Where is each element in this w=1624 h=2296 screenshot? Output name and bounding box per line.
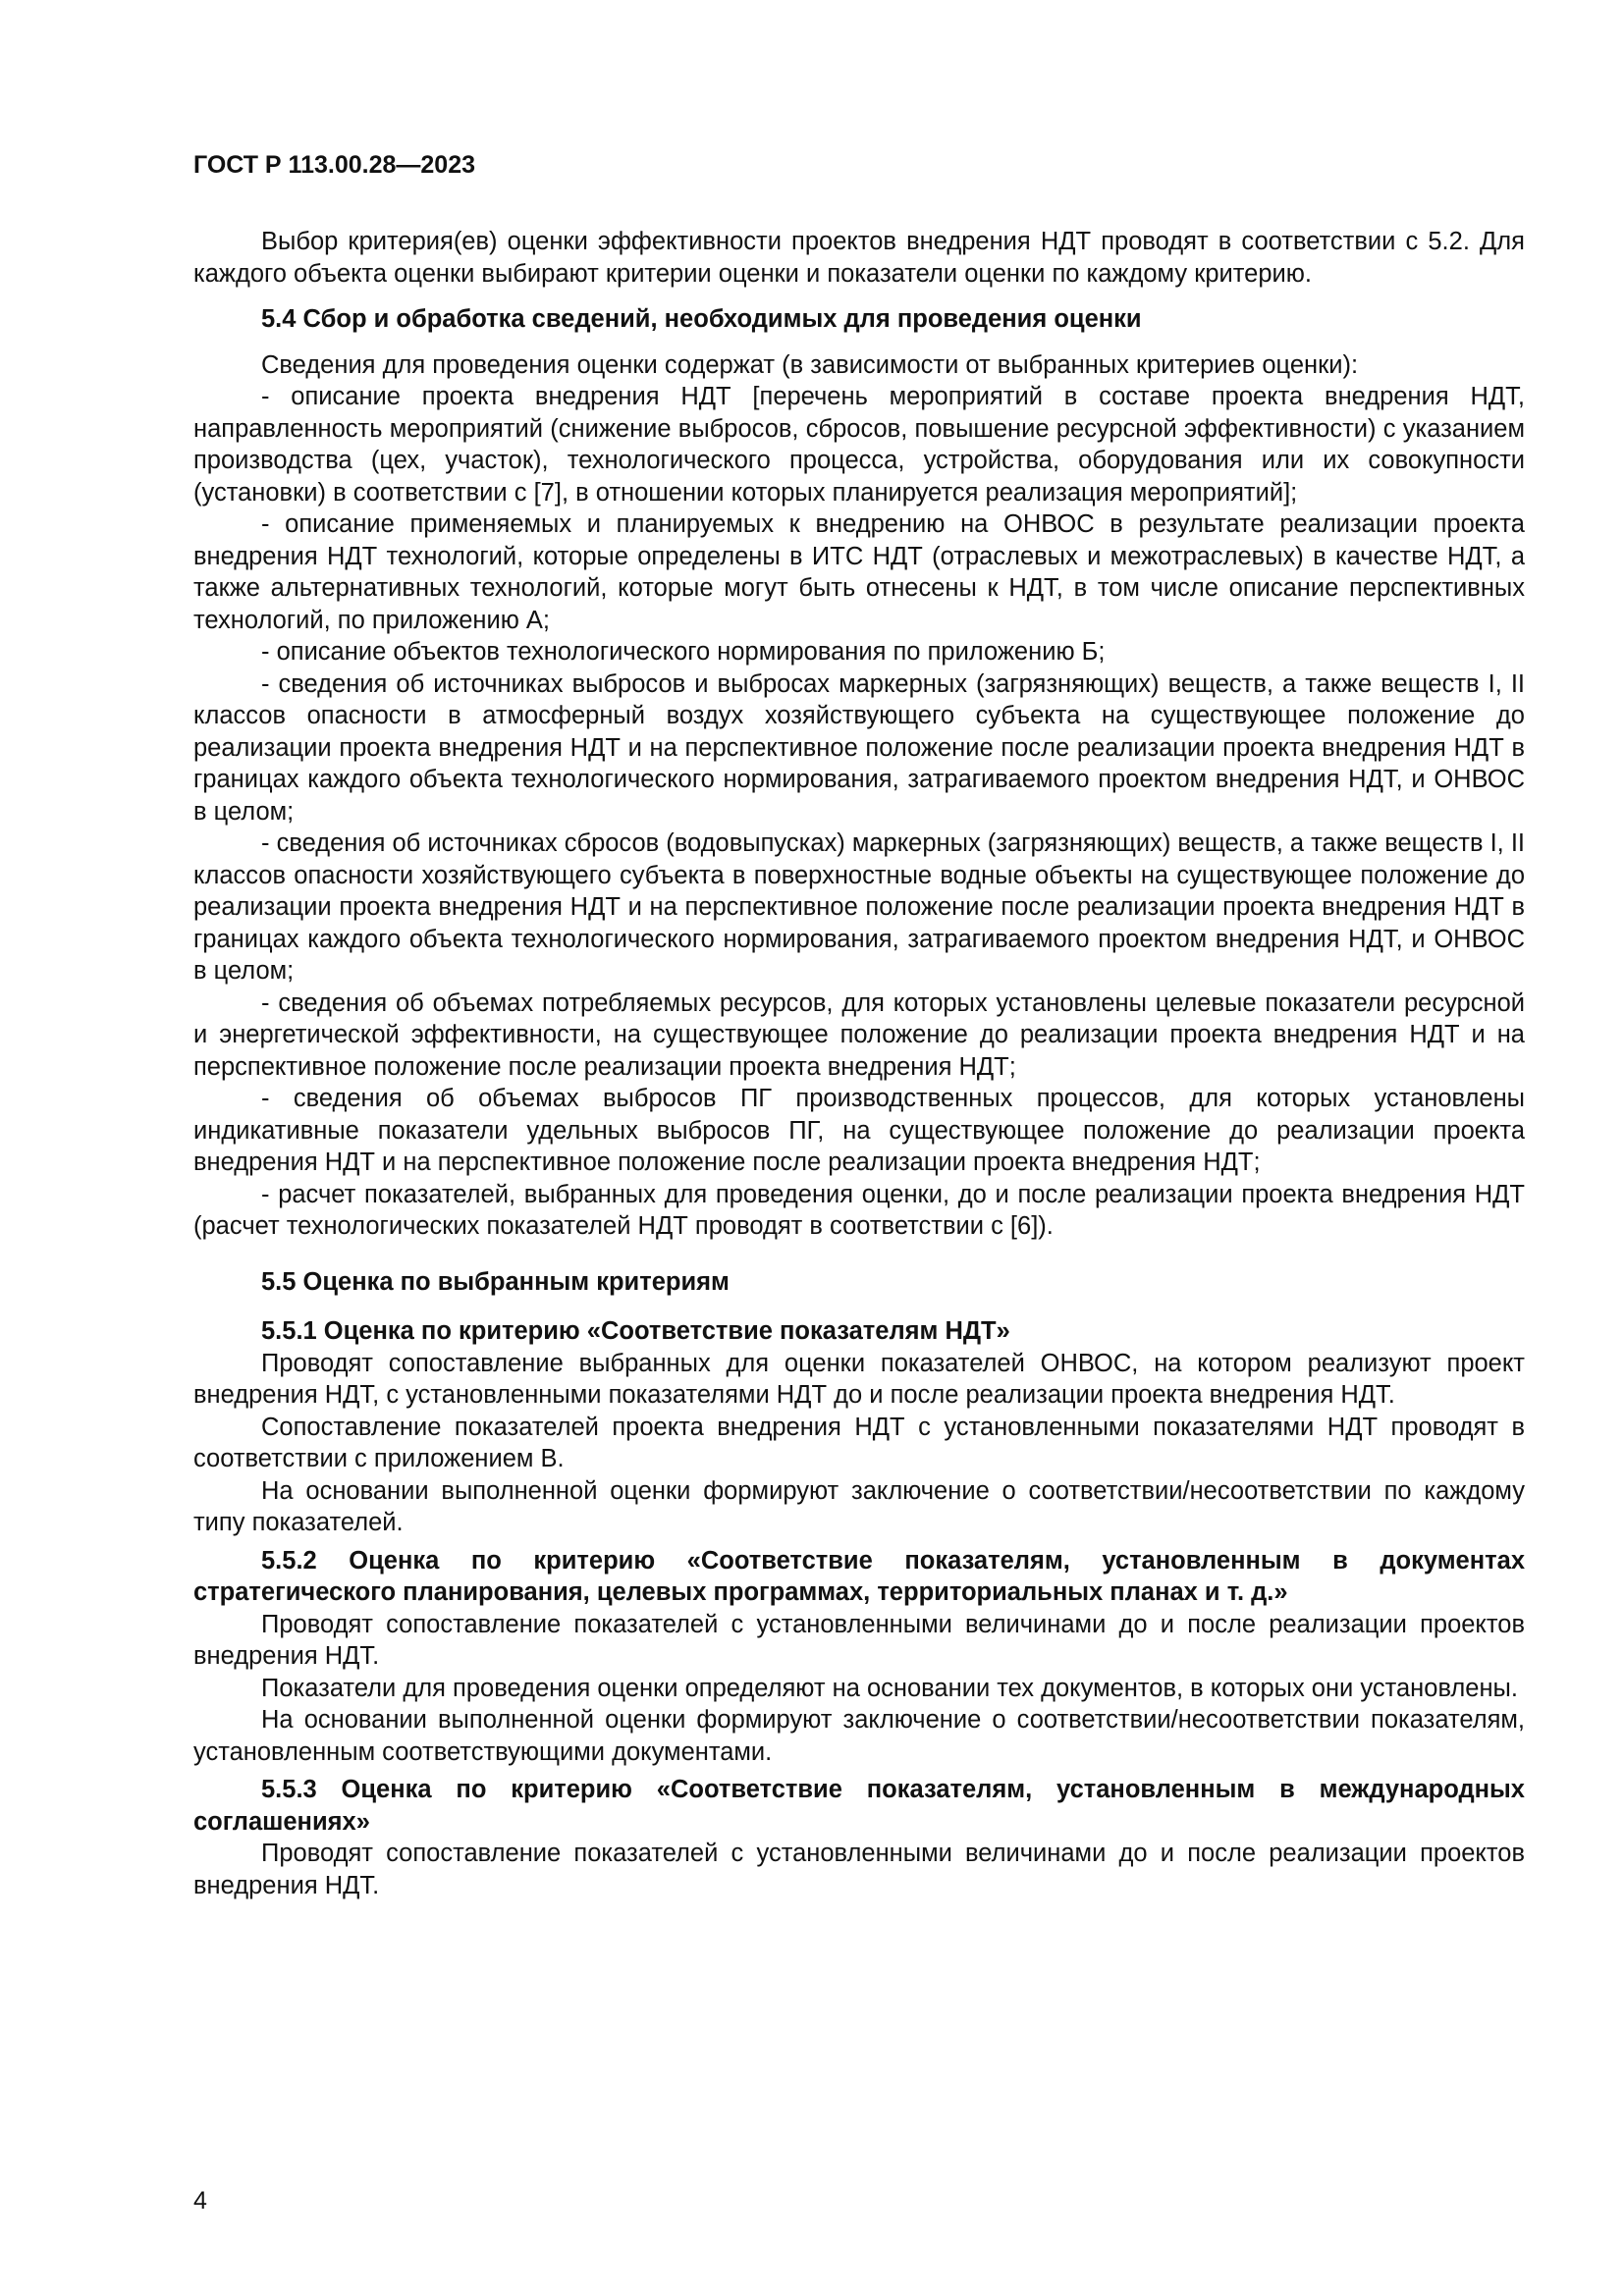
subsection-5-5-3-heading: 5.5.3 Оценка по критерию «Соответствие показателям, установленным в международных соглашениях» [193, 1776, 1525, 1836]
document-body [193, 226, 1525, 1901]
page-number: 4 [193, 2187, 207, 2215]
paragraph: Проводят сопоставление выбранных для оценки показателей ОНВОС, на котором реализуют проект внедрения НДТ, с установленными показателями НДТ до и после реализации проекта внедрения НДТ. [193, 1349, 1525, 1409]
subsection-5-5-2-heading: 5.5.2 Оценка по критерию «Соответствие показателям, установленным в документах стратегического планирования, целевых программах, территориальных планах и т. д.» [193, 1546, 1525, 1606]
list-item: - расчет показателей, выбранных для проведения оценки, до и после реализации проекта внедрения НДТ (расчет технологических показателей НДТ проводят в соответствии с [6]). [193, 1180, 1525, 1240]
paragraph: На основании выполненной оценки формируют заключение о соответствии/несоответствии по каждому типу показателей. [193, 1476, 1525, 1536]
paragraph: Сопоставление показателей проекта внедрения НДТ с установленными показателями НДТ проводят в соответствии с приложением В. [193, 1413, 1525, 1472]
document-page [193, 147, 1525, 1901]
section-5-4-heading: 5.4 Сбор и обработка сведений, необходимых для проведения оценки [261, 305, 1142, 333]
subsection-5-5-1-heading: 5.5.1 Оценка по критерию «Соответствие показателям НДТ» [261, 1317, 1010, 1345]
paragraph: Проводят сопоставление показателей с установленными величинами до и после реализации проектов внедрения НДТ. [193, 1610, 1525, 1670]
paragraph: Проводят сопоставление показателей с установленными величинами до и после реализации проектов внедрения НДТ. [193, 1840, 1525, 1899]
list-item: - описание применяемых и планируемых к внедрению на ОНВОС в результате реализации проекта внедрения НДТ технологий, которые определены в ИТС НДТ (отраслевых и межотраслевых) в качестве НДТ, а также альтернативных технологий, которые могут быть отнесены к НДТ, в том числе описание перспективных технологий, по приложению А; [193, 510, 1525, 634]
document-code: ГОСТ Р 113.00.28—2023 [193, 151, 476, 179]
list-item: - сведения об источниках сбросов (водовыпусках) маркерных (загрязняющих) веществ, а также веществ I, II классов опасности хозяйствующего субъекта в поверхностные водные объекты на существующее положение до реализации проекта внедрения НДТ и на перспективное положение после реализации проекта внедрения НДТ в границах каждого объекта технологического нормирования, затрагиваемого проектом внедрения НДТ, и ОНВОС в целом; [193, 829, 1526, 985]
list-item: - описание объектов технологического нормирования по приложению Б; [261, 638, 1106, 666]
list-item: - сведения об объемах выбросов ПГ производственных процессов, для которых установлены индикативные показатели удельных выбросов ПГ, на существующее положение до реализации проекта внедрения НДТ и на перспективное положение после реализации проекта внедрения НДТ; [193, 1085, 1525, 1176]
section-5-5-heading: 5.5 Оценка по выбранным критериям [261, 1267, 730, 1296]
list-item: - описание проекта внедрения НДТ [перечень мероприятий в составе проекта внедрения НДТ, направленность мероприятий (снижение выбросов, сбросов, повышение ресурсной эффективности) с указанием производства (цех, участок), технологического процесса, устройства, оборудования или их совокупности (установки) в соответствии с [7], в отношении которых планируется реализация мероприятий]; [193, 383, 1525, 507]
paragraph: На основании выполненной оценки формируют заключение о соответствии/несоответствии показателям, установленным соответствующими документами. [193, 1706, 1525, 1766]
section-5-4-lead: Сведения для проведения оценки содержат (в зависимости от выбранных критериев оценки): [261, 350, 1359, 379]
paragraph: Показатели для проведения оценки определяют на основании тех документов, в которых они установлены. [261, 1674, 1518, 1702]
list-item: - сведения об источниках выбросов и выбросах маркерных (загрязняющих) веществ, а также веществ I, II классов опасности в атмосферный воздух хозяйствующего субъекта на существующее положение до реализации проекта внедрения НДТ и на перспективное положение после реализации проекта внедрения НДТ в границах каждого объекта технологического нормирования, затрагиваемого проектом внедрения НДТ, и ОНВОС в целом; [193, 669, 1525, 826]
list-item: - сведения об объемах потребляемых ресурсов, для которых установлены целевые показатели ресурсной и энергетической эффективности, на существующее положение до реализации проекта внедрения НДТ и на перспективное положение после реализации проекта внедрения НДТ; [193, 988, 1525, 1081]
intro-paragraph: Выбор критерия(ев) оценки эффективности проектов внедрения НДТ проводят в соответствии с 5.2. Для каждого объекта оценки выбирают критерии оценки и показатели оценки по каждому критерию. [193, 228, 1525, 288]
